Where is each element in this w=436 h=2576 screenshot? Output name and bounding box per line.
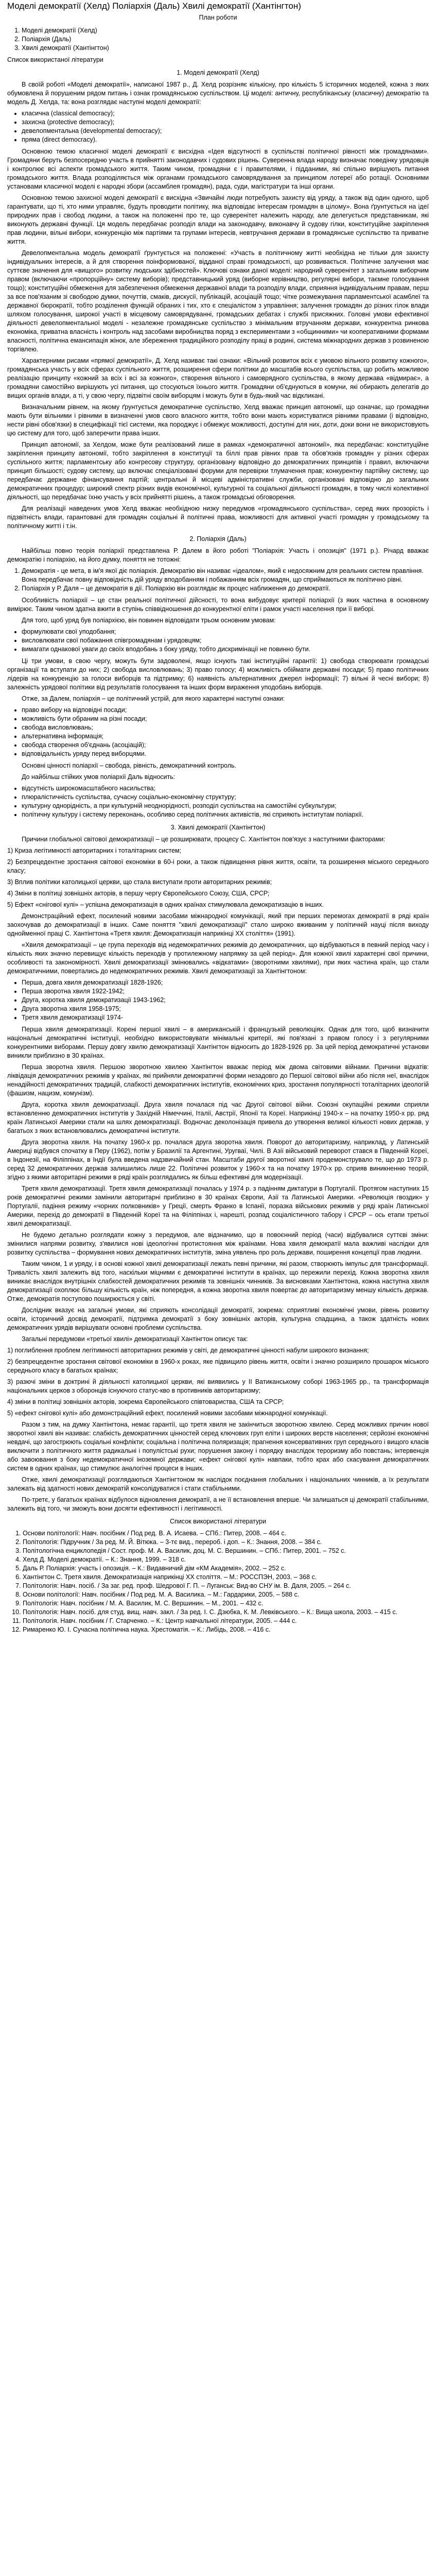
paragraph: Визначальним рівнем, на якому ґрунтується демократичне суспільство, Хелд вважає принцип автономії, що означає, що громадяни мають бути вільними і рівними в визначенні умов свого власного життя, тобто вони мають користуватися рівними правами (і відповідно, нести рівні обов'язки) в специфікації тієї системи, яка породжує і обмежує можливості, доступні для них, доти, доки вони не використовують цю систему для того, щоб заперечити права інших. — [7, 403, 429, 437]
paragraph: Основною темою класичної моделі демократії є висхідна «Ідея відсутності в суспільстві політичної рівності між громадянами». Громадяни беруть безпосередню участь в прийнятті законодавчих і судових рішень. Суверенна влада народу визначає поведінку урядовців і контролює всі аспекти громадського життя. Таким чином, громадяни є і правителями, і підданими, які спільно вирішують питання громадського життя. Влада розподіляється між органами громадського самоврядування за принципом лотереї або ротації. Основними установами класичної моделі є народні збори (ассамблея громадян), рада, суди, магістратури та інші органи. — [7, 148, 429, 190]
stability-item: • відсутність широкомасштабного насильства; — [22, 784, 429, 793]
paragraph: Для того, щоб уряд був поліархією, він повинен відповідати трьом основним умовам: — [22, 617, 276, 624]
conditions-list — [7, 628, 429, 654]
paragraph: Друга, коротка хвиля демократизації. Друга хвиля почалася під час Другої світової війни. Союзні окупаційні режими сприяли встановленню демократичних інститутів у Західній Німеччині, Італії, Австрії, Японії та Кореї. Наприкінці 1940-х – на початку 1950-х рр. ряд країн Латинської Америки стали на шлях демократизації. Водночас деколонізація привела до утворення великої кількості нових держав, у багатьох з яких встановлювались демократичні інститути. — [7, 1101, 429, 1134]
paragraph: Отже, хвилі демократизації розглядаються Хантінгтоном як наслідок поєднання глобальних і національних чинників, а їх результати залежать від здатності нових демократій консолідуватися і стати стабільними. — [7, 1476, 429, 1492]
document-title: Моделі демократії (Хелд) Поліархія (Даль) Хвилі демократії (Хантінгтон) — [7, 1, 301, 11]
plan-item: 3. Хвилі демократії (Хантінгтон) — [22, 44, 429, 53]
precondition-line: 3) разючі зміни в доктрині й діяльності католицької церкви, які виявились у ІІ Ватиканському соборі 1963-1965 рр., та трансформація національних церков з оборонців існуючого статус-кво в противників авторитаризму; — [7, 1378, 429, 1394]
plan-item: 2. Поліархія (Даль) — [22, 35, 429, 44]
feature-item: • свобода створення об'єднань (асоціацій); — [22, 741, 429, 750]
feature-item: • право вибору на відповідні посади; — [22, 706, 429, 715]
definition-item: 1. Демократія - це мета, в ім'я якої діє поліархія. Демократію він називає «ідеалом», який є недосяжним для реальних систем правління. Вона передбачає повну відповідність дій уряду вподобанням і побажанням всіх громадян, що сприймаються як політично рівні. — [22, 567, 429, 584]
condition-item: • висловлювати свої побажання співгромадянам і урядовцям; — [22, 636, 429, 645]
bibliography-item: 6. Хантінгтон С. Третя хвиля. Демократизація наприкінці ХХ століття. – М.: РОССПЭН, 2003. – 368 с. — [23, 1573, 429, 1582]
precondition-line: 5) «ефект снігової кулі» або демонстраційний ефект, посилений новими засобами міжнародної комунікації. — [7, 1410, 328, 1417]
bibliography-item: 2. Політологія: Підручник / За ред. М. Й. Вітюка. – 3-тє вид., перероб. і доп. – К.: Знання, 2008. – 384 с. — [23, 1538, 429, 1547]
paragraph: Девелопментальна модель демократії ґрунтується на положенні: «Участь в політичному житті необхідна не тільки для захисту індивідуальних інтересів, а й для створення поінформованої, відданої справі громадськості, що розвивається. Політичне залучення має суттєве значення для «вищого» розвитку людських здібностей». Ключові ознаки даної моделі: народний суверенітет з загальним виборчим правом (включаючи «пропорційну» систему виборів); представницький уряд (виборне керівництво, регулярні вибори, таємне голосування тощо); конституційні обмеження для забезпечення обмеження державної влади та розподілу влади, сприяння індивідуальним правам, перш за все пов'язаним зі свободою думки, почуттів, смаків, дискусії, публікацій, асоціацій тощо; чітке розмежування парламентської асамблеї та державної бюрократії, тобто розділення функцій обраних і тих, хто є спеціалістом з управління; залучення громадян до різних гілок влади шляхом голосування, широкої участі в місцевому самоврядуванні, громадських дебатах і службі присяжних. Головні умови ефективної діяльності девелопментальної моделі - незалежне громадянське суспільство з мінімальним втручанням держави, конкурентна ринкова економіка, приватна власність і контроль над засобами виробництва поряд з експериментами з «общинними» чи кооперативними формами власності, політична емансипація жінок, але збереження традиційного розподілу праці в родині, система міжнародних держав з розвиненою торгівлею. — [7, 249, 429, 353]
condition-item: • вимагати однакової уваги до своїх вподобань з боку уряду, тобто дискримінації не повинно бути. — [22, 645, 429, 654]
bibliography-item: 9. Політологія: Навч. посібник / М. А. Василик, М. С. Вершинин. – М., 2001. – 432 с. — [23, 1599, 429, 1608]
model-item: • захисна (protective democracy); — [22, 118, 429, 127]
stability-item: • політичну культуру і систему переконань, особливо серед політичних активістів, які сприяють інститутам поліархії. — [22, 810, 429, 819]
paragraph: Характерними рисами «прямої демократії», Д. Хелд називає такі ознаки: «Вільний розвиток всіх є умовою вільного розвитку кожного», громадянська участь у всіх сферах суспільного життя, розширення сфери політики до масштабів всього суспільства, що робить можливою реалізацію принципу «кожний за всіх і всі за кожного», створення вільного і самоврядного суспільства, в якому держава «відмирає», а громадяни самостійно вирішують усі питання, що стосуються їхнього життя. Громадяни об'єднуються в комуни, які обирають делегатів до вищих органів влади, а ті, у свою чергу, підзвітні своїм виборцям і можуть бути в будь-який час відкликані. — [7, 357, 429, 399]
paragraph: Найбільш повно теорія поліархії представлена Р. Далем в його роботі "Поліархія: Участь і опозиція" (1971 р.). Річард вважає демократію і поліархію, на його думку, поняття не тотожні: — [7, 547, 429, 563]
precondition-line: 2) безпрецедентне зростання світової економіки в 1960-х роках, яке підвищило рівень життя, освіти і значно розширило прошарок міського середнього класу в багатьох країнах; — [7, 1358, 429, 1374]
bibliography-heading: Список використаної літератури — [170, 1518, 266, 1525]
factor-line: 5) Ефект «снігової кулі» – успішна демократизація в одних країнах стимулювала демократизацію в інших. — [7, 901, 324, 908]
section1-heading: 1. Моделі демократії (Хелд) — [177, 69, 259, 76]
wave-item: • Перша, довга хвиля демократизації 1828-1926; — [22, 978, 429, 987]
bibliography-item: 12. Римаренко Ю. І. Сучасна політична наука. Хрестоматія. – К.: Либідь, 2008. – 416 с. — [23, 1625, 429, 1634]
section3-heading: 3. Хвилі демократії (Хантінгтон) — [170, 824, 266, 831]
feature-item: • відповідальність уряду перед виборцями. — [22, 750, 429, 758]
sources-label: Список використаної літератури — [7, 56, 103, 63]
plan-list — [7, 26, 429, 53]
model-item: • девелопментальна (developmental democracy); — [22, 127, 429, 135]
paragraph: Основною темою захисної моделі демократії є висхідна «Звичайні люди потребують захисту від уряду, а також від один одного, щоб гарантувати, що ті, хто ними управляє, будуть проводити політику, яка відповідає інтересам громадян в цілому». Вона ґрунтується на ідеї природних прав і свобод людини, а також на положенні про те, що суверенітет належить народу, але делегується представникам, які виконують державні функції. Ця модель передбачає розподіл влади на законодавчу, виконавчу й судову гілки, конституційне закріплення прав людини, вільні вибори, конкуренцію між партіями та групами інтересів, невтручання держави в громадянське суспільство та приватне життя. — [7, 194, 429, 245]
section1-intro: В своїй роботі «Моделі демократії», написаної 1987 р., Д. Хелд розрізняє кількісну, про кількість 5 історичних моделей, кожна з яких обумовлена й порушеним рядом питань і ознак громадянською суспільством. Ці моделі: античну, республіканську (класичну) демократію та модель Д. Хелда, та: вона розглядає наступні моделі демократії: — [7, 81, 429, 106]
paragraph: «Хвиля демократизації – це група переходів від недемократичних режимів до демократичних, що відбуваються в певний період часу і кількість яких значно перевищує кількість переходів у протилежному напрямку за цей період». Для кожної хвилі характерні свої причини, особливості та закономірності. Хвилі демократизації змінювались «відкатами» (зворотними хвилями), при яких частина країн, що стали демократичними, повертались до недемократичних режимів. Хвилі демократизації за Хантінгтоном: — [7, 941, 429, 975]
bibliography-list — [7, 1529, 429, 1634]
plan-heading: План роботи — [199, 14, 237, 21]
paragraph: Отже, за Далем, поліархія – це політичний устрій, для якого характерні наступні ознаки: — [22, 695, 285, 702]
paragraph: Для реалізації наведених умов Хелд вважає необхідною низку передумов «громадянського суспільства», серед яких прозорість і підзвітність влади, гарантовані для громадян соціальні й політичні права, можливості для активної участі громадян у громадському та політичному житті і т.ін. — [7, 505, 429, 530]
precondition-line: 4) зміни в політиці зовнішніх акторів, зокрема Європейського співтовариства, США та СРСР; — [7, 1398, 284, 1405]
paragraph: До найбільш стійких умов поліархії Даль відносить: — [22, 773, 176, 781]
paragraph: Дослідник вказує на загальні умови, які сприяють консолідації демократії, зокрема: сприятливі економічні умови, рівень розвитку освіти, історичний досвід демократії, підтримка демократії з боку зовнішніх акторів, культурна спадщина, а також здатність нових демократичних урядів вирішувати основні проблеми суспільства. — [7, 1307, 429, 1331]
wave-item: • Друга зворотна хвиля 1958-1975; — [22, 1005, 429, 1013]
stability-list — [7, 784, 429, 819]
factor-line: 1) Криза легітимності авторитарних і тоталітарних систем; — [7, 847, 182, 854]
precondition-line: 1) поглиблення проблем легітимності авторитарних режимів у світі, де демократичні цінності набули широкого визнання; — [7, 1347, 369, 1354]
paragraph: Перша зворотна хвиля. Першою зворотною хвилею Хантінгтон вважає період між двома світовими війнами. Причини відкатів: ліквідація демократичних режимів у країнах, які прийняли демократичні форми незадовго до Першої світової війни або після неї, внаслідок ненадійності демократичних традицій, слабкості демократичних інститутів, економічних криз, зростання популярності тоталітарних ідеологій (фашизм, нацизм, комунізм). — [7, 1063, 429, 1097]
factor-line: 4) Зміни в політиці зовнішніх акторів, в першу чергу Європейського Союзу, США, СРСР; — [7, 890, 270, 897]
model-item: • класична (classical democracy); — [22, 109, 429, 118]
bibliography-item: 3. Політологічна енциклопедія / Сост. проф. М. А. Василик, доц. М. С. Вершинин. – СПб.: Питер, 2001. – 752 с. — [23, 1547, 429, 1555]
feature-item: • альтернативна інформація; — [22, 732, 429, 741]
bibliography — [7, 1517, 429, 1634]
definitions-list — [7, 567, 429, 593]
paragraph: Причини глобальної світової демократизації – це розширювати, процесу С. Хантінгтон пов'язує з наступними факторами: — [22, 836, 386, 843]
bibliography-item: 10. Політологія: Навч. посіб. для студ. вищ. навч. закл. / За ред. І. С. Дзюбка, К. М. Левківського. – К.: Вища школа, 2003. – 415 с. — [23, 1608, 429, 1617]
paragraph: Перша хвиля демократизації. Корені першої хвилі – в американській і французькій революціях. Однак для того, щоб визначити національні демократичні інституції, необхідно використовувати мінімальні критерії, які пов'язані з правом голосу і з регулярними конкурентними виборами. Першу довгу хвилю демократизації Хантінгтон відносить до 1828-1926 рр. За цей період демократичні установи виникли приблизно в 30 країнах. — [7, 1026, 429, 1059]
paragraph: Принцип автономії, за Хелдом, може бути реалізований лише в рамках «демократичної автономії», яка передбачає: конституційне закріплення принципу автономії, тобто закріплення в конституції та біллі прав рівних прав та обов'язків громадян у різних сферах суспільного життя; парламентську або конгресову структуру, організовану відповідно до демократичних принципів і правил, включаючи принцип більшості; судову систему, що включає спеціалізовані форуми для перевірки тлумачення прав; конкурентну партійну систему, що передбачає державне фінансування партій; центральні й місцеві адміністративні служби, організовані відповідно до загальних демократичних процедур; широкий спектр різних видів економічної, культурної та соціальної діяльності громадян, в тому числі колективної діяльності, що передбачає їхню участь у всіх прийнятті рішень, а також громадські обговорення. — [7, 441, 429, 501]
paragraph: Не будемо детально розглядати кожну з передумов, але відзначимо, що в повоєнний період (часи) відбувалися суттєві зміни: змінилися напрями розвитку, з'явилися нові ідеологічні протистояння між країнами. Нова хвиля демократії мала важливі наслідки для розвитку суспільства – формування нових демократичних інститутів, зміна уявлень про роль держави, поширення концепції прав людини. — [7, 1231, 429, 1256]
paragraph: Демонстраційний ефект, посилений новими засобами міжнародної комунікації, який при перших перемогах демократії в ряді країн заохочував до демократизації в інших. Саме поняття "хвилі демократизації" стало широко вживаним у політичній науці після виходу однойменної праці С. Хантінгтона «Третя хвиля: Демократизація наприкінці ХХ століття» (1991). — [7, 912, 429, 937]
paragraph: Друга зворотна хвиля. На початку 1960-х рр. почалася друга зворотна хвиля. Поворот до авторитаризму, наприклад, у Латинській Америці відбувся спочатку в Перу (1962), потім у Бразилії та Аргентині, Уругваї, Чилі. В Азії військовий переворот стався в Південній Кореї, в Індонезії, на Філіппінах, в Індії була введена надзвичайний стан. Масштаби другої зворотної хвилі продемонструвало те, що до 1973 р. серед 32 демократичних держав залишились лише 22. Політичні розвиток у 1960-х та на початку 1970-х рр. сприяв виникненню теорій, згідно з якими авторитарні режими в ряді країн розглядались як більш ефективні для модернізації. — [7, 1139, 429, 1181]
paragraph: Таким чином, 1 и уряду, і в основі кожної хвилі демократизації лежать певні причини, які разом, створюють імпульс для трансформації. Тривалість хвилі залежить від того, наскільки міцними є демократичні інститути в країнах, що пережили перехід. Кожна зворотна хвиля виникає внаслідок внутрішніх слабкостей демократичних режимів та зовнішніх чинників. За висновками Хантінгтона, кожна наступна хвиля демократизації охоплює більшу кількість країн, ніж попередня, а кожна зворотна хвиля повертає до авторитаризму меншу кількість держав. Отже, демократія поступово поширюється у світі. — [7, 1260, 429, 1302]
bibliography-item: 11. Політологія. Навч. посібник / Г. Старченко. – К.: Центр навчальної літератури, 2005. – 444 с. — [23, 1617, 429, 1625]
model-item: • пряма (direct democracy). — [22, 135, 429, 144]
paragraph: Третя хвиля демократизації. Третя хвиля демократизації почалась у 1974 р. з падінням диктатури в Португалії. Протягом наступних 15 років демократичні режими замінили авторитарні приблизно в 30 країнах Європи, Азії та Латинської Америки. «Революція гвоздик» у Португалії, падіння режиму «чорних полковників» у Греції, смерть Франко в Іспанії, поразка військових режимів у ряді країн Латинської Америки, перехід до демократії в Південній Кореї та на Філіппінах і, нарешті, розпад соціалістичного табору і СРСР – ось етапи третьої хвилі демократизації. — [7, 1185, 429, 1227]
factor-line: 2) Безпрецедентне зростання світової економіки в 60-і роки, а також підвищення рівня життя, освіти, та розширення міського середнього класу; — [7, 858, 429, 874]
bibliography-item: 5. Даль Р. Поліархія: участь і опозиція. – К.: Видавничий дім «КМ Академія», 2002. – 252 с. — [23, 1564, 429, 1573]
paragraph: Ці три умови, в свою чергу, можуть бути задоволені, якщо існують такі інституційні гарантії: 1) свобода створювати громадські організації та вступати до них; 2) свобода висловлювань; 3) право голосу; 4) можливість обіймати державні посади; 5) право політичних лідерів на конкуренцію за голоси виборців та підтримку; 6) наявність альтернативних джерел інформації; 7) вільні й чесні вибори; 8) залежність урядової політики від результатів голосування та інших форм вираження уподобань виборців. — [7, 657, 429, 691]
paragraph: Особливість поліархії – це стан реальної політичної дійсності, то вона вибудовує критерії поліархії (з яких частина в основному вимірює. Таким чином здатна вжити в ступінь співвідношення до конкурентної еліти і рамок участі населення при її виборі. — [7, 597, 429, 613]
condition-item: • формулювати свої уподобання; — [22, 628, 429, 636]
wave-item: • Друга, коротка хвиля демократизації 1943-1962; — [22, 996, 429, 1005]
bibliography-item: 4. Хелд Д. Моделі демократії. – К.: Знання, 1999. – 318 с. — [23, 1555, 429, 1564]
wave-item: • Третя хвиля демократизації 1974- — [22, 1013, 429, 1022]
models-list — [7, 109, 429, 144]
bibliography-item: 8. Основи політології: Навч. посібник / Под ред. М. А. Василика. – М.: Гардарики, 2005. – 588 с. — [23, 1590, 429, 1599]
stability-item: • культурну однорідність, а при культурній неоднорідності, розподіл суспільства на самостійні субкультури; — [22, 802, 429, 810]
feature-item: • можливість бути обраним на різні посади; — [22, 715, 429, 723]
feature-item: • свобода висловлювань; — [22, 723, 429, 732]
paragraph: Разом з тим, на думку Хантінгтона, немає гарантії, що третя хвиля не закінчиться зворотною хвилею. Серед можливих причин нової зворотної хвилі він називає: слабкість демократичних цінностей серед ключових груп еліти і широких верств населення; серйозні економічні невдачі, що загострюють соціальні конфлікти; соціальна і політична поляризація; прагнення консервативних груп середнього і вищого класів виключити з політичного життя радикальні і популістські рухи; порушення закону і порядку внаслідок тероризму або повстань; інтервенція або завоювання з боку недемократичної іноземної держави; «ефект снігової кулі» навпаки, тобто крах або скасування демократичних систем в одних країнах, що стимулює аналогічні процеси в інших. — [7, 1421, 429, 1472]
paragraph: Загальні передумови «третьої хвилі» демократизації Хантінгтон описує так: — [22, 1335, 248, 1343]
paragraph: По-третє, у багатьох країнах відбулося відновлення демократії, а не її встановлення вперше. Чи залишаться ці демократії стабільними, залежить від того, чи зможуть вони досягти ефективності і легітимності. — [7, 1496, 429, 1512]
definition-item: 2. Поліархія у Р. Даля – це демократія в дії. Поліархію він розглядає як процес наближення до демократії. — [22, 584, 429, 593]
waves-list — [7, 978, 429, 1022]
bibliography-item: 7. Політологія: Навч. посіб. / За заг. ред. проф. Шедрової Г. П. – Луганськ: Вид-во СНУ ім. В. Даля, 2005. – 264 с. — [23, 1582, 429, 1590]
features-list — [7, 706, 429, 758]
plan-item: 1. Моделі демократії (Хелд) — [22, 26, 429, 35]
wave-item: • Перша зворотна хвиля 1922-1942; — [22, 987, 429, 996]
section2-heading: 2. Поліархія (Даль) — [189, 535, 247, 543]
stability-item: • плюралістичність суспільства, сучасну соціально-економічну структуру; — [22, 793, 429, 802]
factor-line: 3) Вплив політики католицької церкви, що стала виступати проти авторитарних режимів; — [7, 878, 272, 886]
paragraph: Основні цінності поліархії – свобода, рівність, демократичний контроль. — [22, 762, 236, 769]
bibliography-item: 1. Основи політології: Навч. посібник / Под ред. В. А. Исаева. – СПб.: Питер, 2008. – 464 с. — [23, 1529, 429, 1538]
